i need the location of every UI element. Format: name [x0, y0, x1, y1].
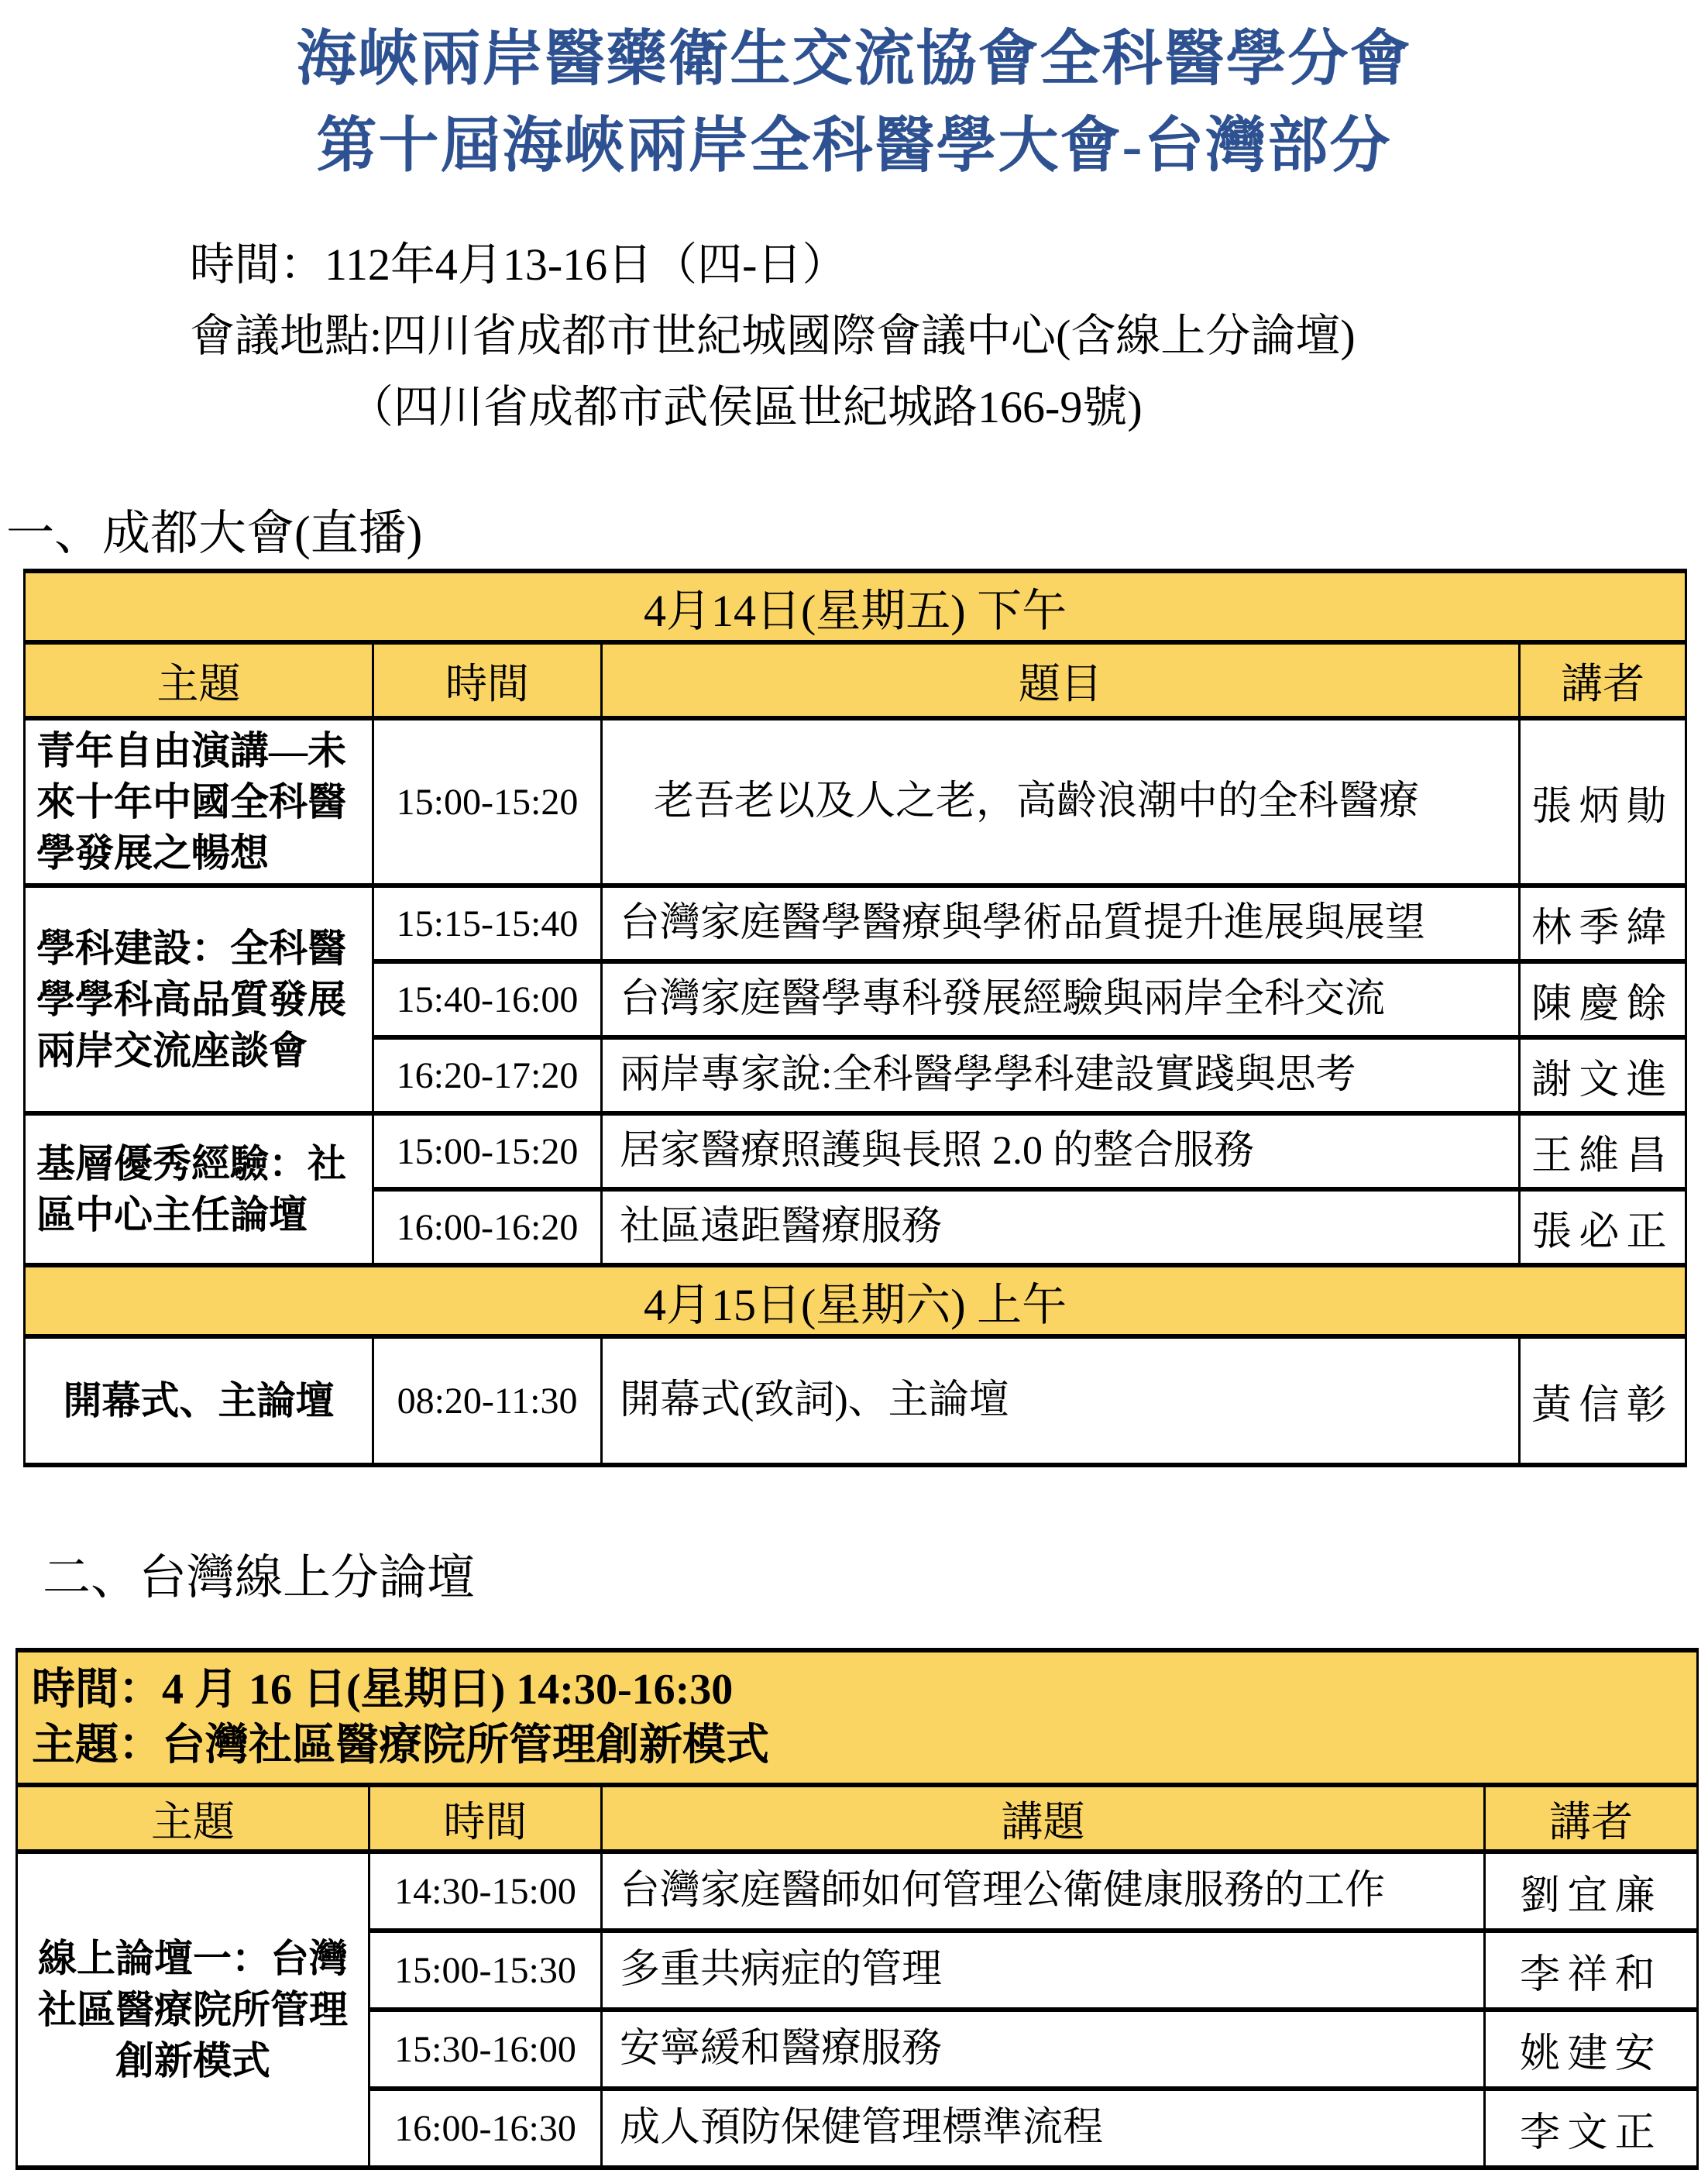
event-address-line: （四川省成都市武侯區世紀城路166-9號) — [349, 382, 1143, 432]
session-time: 15:00-15:30 — [369, 1931, 602, 2010]
document-title-line2: 第十屆海峽兩岸全科醫學大會-台灣部分 — [316, 112, 1392, 179]
document-title-line1: 海峽兩岸醫藥衛生交流協會全科醫學分會 — [296, 25, 1412, 92]
session-speaker: 陳慶餘 — [1520, 961, 1686, 1037]
column-header-title: 講題 — [602, 1785, 1485, 1852]
table-row — [25, 1336, 1686, 1465]
session-topic: 開幕式、主論壇 — [25, 1336, 373, 1465]
forum-topic-line: 主題：台灣社區醫療院所管理創新模式 — [32, 1721, 769, 1769]
column-header-time: 時間 — [369, 1785, 602, 1852]
session-title: 社區遠距醫療服務 — [602, 1189, 1520, 1265]
table-row — [25, 718, 1686, 886]
session-speaker: 姚建安 — [1485, 2010, 1698, 2089]
session-title: 台灣家庭醫學專科發展經驗與兩岸全科交流 — [602, 961, 1520, 1037]
forum-time-line: 時間：4 月 16 日(星期日) 14:30-16:30 — [32, 1666, 734, 1714]
column-header-speaker: 講者 — [1485, 1785, 1698, 1852]
column-header-title: 題目 — [602, 642, 1520, 718]
column-header-speaker: 講者 — [1520, 642, 1686, 718]
session-time: 15:15-15:40 — [373, 886, 602, 961]
session-speaker: 李文正 — [1485, 2089, 1698, 2168]
session-title: 兩岸專家說:全科醫學學科建設實踐與思考 — [602, 1037, 1520, 1113]
table-row — [25, 1265, 1686, 1336]
session-speaker: 李祥和 — [1485, 1931, 1698, 2010]
table-row — [17, 1852, 1698, 1931]
session-title: 安寧緩和醫療服務 — [602, 2010, 1485, 2089]
event-info — [190, 229, 1708, 443]
session-time: 14:30-15:00 — [369, 1852, 602, 1931]
event-venue-line: 會議地點:四川省成都市世紀城國際會議中心(含線上分論壇) — [190, 311, 1356, 361]
forum-info-band — [17, 1650, 1698, 1785]
session-time: 08:20-11:30 — [373, 1336, 602, 1465]
session-time: 16:20-17:20 — [373, 1037, 602, 1113]
session-speaker: 張必正 — [1520, 1189, 1686, 1265]
session-title: 台灣家庭醫師如何管理公衛健康服務的工作 — [602, 1852, 1485, 1931]
session-title: 台灣家庭醫學醫療與學術品質提升進展與展望 — [602, 886, 1520, 961]
session-topic: 青年自由演講—未來十年中國全科醫學發展之暢想 — [25, 718, 373, 886]
session-time: 15:40-16:00 — [373, 961, 602, 1037]
table-row — [25, 1113, 1686, 1189]
table-row — [25, 642, 1686, 718]
session-speaker: 林季緯 — [1520, 886, 1686, 961]
session-speaker: 謝文進 — [1520, 1037, 1686, 1113]
session-title: 老吾老以及人之老，高齡浪潮中的全科醫療 — [602, 718, 1520, 886]
session-topic: 學科建設：全科醫學學科高品質發展兩岸交流座談會 — [25, 886, 373, 1113]
session-time: 16:00-16:30 — [369, 2089, 602, 2168]
session-title: 成人預防保健管理標準流程 — [602, 2089, 1485, 2168]
session-speaker: 黃信彰 — [1520, 1336, 1686, 1465]
section2-heading: 二、台灣線上分論壇 — [43, 1552, 476, 1604]
session-title: 開幕式(致詞)、主論壇 — [602, 1336, 1520, 1465]
session-speaker: 張炳勛 — [1520, 718, 1686, 886]
session-time: 15:30-16:00 — [369, 2010, 602, 2089]
table-row — [25, 886, 1686, 961]
document-title — [0, 0, 1708, 189]
table-row — [25, 571, 1686, 642]
session-time: 16:00-16:20 — [373, 1189, 602, 1265]
session-time: 15:00-15:20 — [373, 718, 602, 886]
session-time: 15:00-15:20 — [373, 1113, 602, 1189]
table-row — [17, 1785, 1698, 1852]
date-band-friday: 4月14日(星期五) 下午 — [25, 571, 1686, 642]
chengdu-schedule-table — [23, 569, 1687, 1467]
column-header-time: 時間 — [373, 642, 602, 718]
date-band-saturday: 4月15日(星期六) 上午 — [25, 1265, 1686, 1336]
session-topic: 線上論壇一：台灣社區醫療院所管理創新模式 — [17, 1852, 369, 2168]
section1-heading: 一、成都大會(直播) — [6, 507, 423, 560]
session-speaker: 王維昌 — [1520, 1113, 1686, 1189]
taiwan-online-forum-table — [15, 1648, 1699, 2170]
session-title: 多重共病症的管理 — [602, 1931, 1485, 2010]
session-title: 居家醫療照護與長照 2.0 的整合服務 — [602, 1113, 1520, 1189]
event-time-line: 時間：112年4月13-16日（四-日） — [190, 239, 847, 290]
session-topic: 基層優秀經驗：社區中心主任論壇 — [25, 1113, 373, 1265]
session-speaker: 劉宜廉 — [1485, 1852, 1698, 1931]
column-header-topic: 主題 — [17, 1785, 369, 1852]
column-header-topic: 主題 — [25, 642, 373, 718]
table-row — [17, 1650, 1698, 1785]
